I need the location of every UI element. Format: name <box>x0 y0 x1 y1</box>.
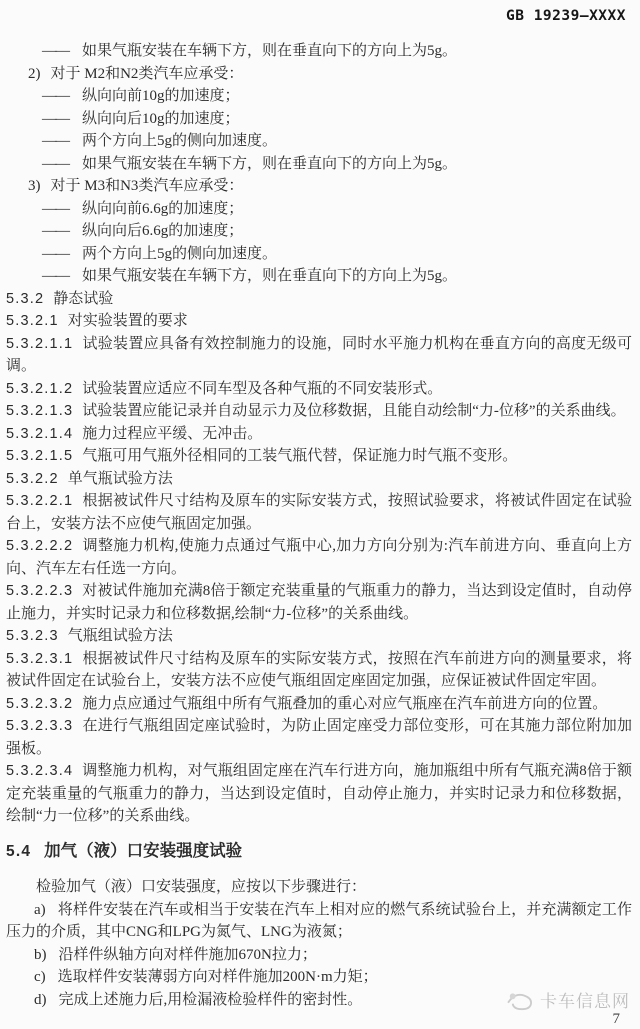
item-marker: 2) <box>28 65 41 82</box>
dash-marker: —— <box>42 155 68 172</box>
dash-item-text: 如果气瓶安装在车辆下方，则在垂直向下的方向上为5g。 <box>82 155 458 172</box>
lettered-item <box>6 966 632 989</box>
lettered-item-text: 沿样件纵轴方向对样件施加670N拉力； <box>58 946 317 963</box>
clause-text: 调整施力机构，对气瓶组固定座在汽车行进方向，施加瓶组中所有气瓶充满8倍于额定充装重量的气瓶重力的静力，当达到设定值时，自动停止施力，并实时记录力和位移数据，绘制“力一位移”的关系曲线。 <box>6 763 632 824</box>
clause-heading-text: 静态试验 <box>53 290 114 307</box>
clause-paragraph <box>6 715 632 760</box>
clause-text: 调整施力机构,使施力点通过气瓶中心,加力方向分别为:汽车前进方向、垂直向上方向、汽车左右任选一方向。 <box>6 538 632 577</box>
dash-item <box>6 220 632 243</box>
clause-paragraph <box>6 693 632 716</box>
clause-heading <box>6 468 632 491</box>
section-heading <box>6 840 632 864</box>
lettered-item-text: 完成上述施力后,用检漏液检验样件的密封性。 <box>58 991 363 1008</box>
dash-marker: —— <box>42 110 68 127</box>
dash-item <box>6 153 632 176</box>
clause-number: 5.3.2.1.3 <box>6 403 74 419</box>
clause-heading <box>6 625 632 648</box>
clause-text: 根据被试件尺寸结构及原车的实际安装方式，按照试验要求，将被试件固定在试验台上，安装方法不应使气瓶固定加强。 <box>6 493 632 532</box>
clause-paragraph <box>6 490 632 535</box>
dash-marker: —— <box>42 200 68 217</box>
dash-marker: —— <box>42 223 68 239</box>
numbered-item <box>6 175 632 198</box>
dash-item-text: 两个方向上5g的侧向加速度。 <box>82 133 278 149</box>
clause-number: 5.3.2.3.1 <box>6 650 74 667</box>
dash-marker: —— <box>42 133 68 149</box>
clause-paragraph <box>6 378 632 401</box>
site-logo-icon <box>505 989 535 1011</box>
clause-text: 试验装置应具备有效控制施力的设施，同时水平施力机构在垂直方向的高度无级可调。 <box>6 335 632 374</box>
clause-paragraph <box>6 648 632 693</box>
dash-marker: —— <box>42 245 68 262</box>
clause-text: 试验装置应能记录并自动显示力及位移数据，且能自动绘制“力-位移”的关系曲线。 <box>82 403 626 419</box>
clause-number: 5.3.2.1.4 <box>6 425 74 442</box>
dash-marker: —— <box>42 88 68 104</box>
clause-number: 5.3.2.3 <box>6 628 59 644</box>
clause-paragraph <box>6 535 632 580</box>
paragraph <box>6 876 632 899</box>
clause-number: 5.3.2 <box>6 290 45 307</box>
doc-number: GB 19239—XXXX <box>506 8 626 24</box>
clause-number: 5.3.2.3.4 <box>6 763 74 779</box>
dash-item-text: 纵向向后10g的加速度； <box>82 110 240 127</box>
section-number: 5.4 <box>6 842 32 860</box>
clause-number: 5.3.2.2 <box>6 470 59 487</box>
page-number: 7 <box>612 1011 620 1027</box>
item-marker: 3) <box>28 178 41 194</box>
clause-paragraph <box>6 445 632 468</box>
dash-marker: —— <box>42 43 68 59</box>
dash-item <box>6 243 632 266</box>
clause-heading-text: 对实验装置的要求 <box>67 313 188 329</box>
lettered-item <box>6 944 632 967</box>
dash-item-text: 纵向向前6.6g的加速度； <box>82 200 244 217</box>
section-heading-text: 加气（液）口安装强度试验 <box>44 840 243 860</box>
clause-text: 气瓶可用气瓶外径相同的工装气瓶代替，保证施力时气瓶不变形。 <box>82 448 518 464</box>
paragraph-text: 检验加气（液）口安装强度，应按以下步骤进行： <box>36 879 367 895</box>
lettered-item <box>6 899 632 944</box>
numbered-item-text: 对于 M3和N3类汽车应承受： <box>50 178 244 194</box>
clause-heading-text: 气瓶组试验方法 <box>67 628 173 644</box>
dash-item <box>6 40 632 63</box>
dash-item <box>6 265 632 288</box>
letter-marker: d) <box>34 991 47 1008</box>
letter-marker: a) <box>34 901 46 918</box>
letter-marker: b) <box>34 946 47 963</box>
dash-item <box>6 130 632 153</box>
clause-text: 对被试件施加充满8倍于额定充装重量的气瓶重力的静力，当达到设定值时，自动停止施力，并实时记录力和位移数据,绘制“力-位移”的关系曲线。 <box>6 583 632 622</box>
lettered-item-text: 将样件安装在汽车或相当于安装在汽车上相对应的燃气系统试验台上，并充满额定工作压力的介质，其中CNG和LPG为氮气、LNG为液氮； <box>6 901 632 940</box>
dash-item-text: 纵向向后6.6g的加速度； <box>82 223 244 239</box>
dash-item-text: 如果气瓶安装在车辆下方，则在垂直向下的方向上为5g。 <box>82 43 458 59</box>
clause-heading-text: 单气瓶试验方法 <box>67 470 173 487</box>
clause-number: 5.3.2.1 <box>6 313 59 329</box>
clause-number: 5.3.2.1.2 <box>6 380 74 397</box>
clause-number: 5.3.2.3.2 <box>6 695 74 712</box>
clause-paragraph <box>6 400 632 423</box>
clause-text: 施力点应通过气瓶组中所有气瓶叠加的重心对应气瓶座在汽车前进方向的位置。 <box>82 695 608 712</box>
lettered-item-text: 选取样件安装薄弱方向对样件施加200N·m力矩； <box>57 969 378 985</box>
clause-paragraph <box>6 423 632 446</box>
clause-number: 5.3.2.1.5 <box>6 448 74 464</box>
watermark-text: 卡车信息网 <box>540 992 630 1011</box>
clause-heading <box>6 288 632 311</box>
clause-text: 根据被试件尺寸结构及原车的实际安装方式，按照在汽车前进方向的测量要求，将被试件固定在试验台上，安装方法不应使气瓶组固定座固定加强，应保证被试件固定牢固。 <box>6 650 632 689</box>
numbered-item-text: 对于 M2和N2类汽车应承受： <box>50 65 244 82</box>
numbered-item <box>6 63 632 86</box>
clause-paragraph <box>6 580 632 625</box>
dash-item-text: 如果气瓶安装在车辆下方，则在垂直向下的方向上为5g。 <box>82 268 458 284</box>
clause-paragraph <box>6 760 632 828</box>
clause-text: 试验装置应适应不同车型及各种气瓶的不同安装形式。 <box>82 380 443 397</box>
dash-item-text: 两个方向上5g的侧向加速度。 <box>82 245 278 262</box>
clause-number: 5.3.2.2.2 <box>6 538 74 554</box>
watermark <box>505 987 630 1012</box>
clause-number: 5.3.2.2.3 <box>6 583 74 599</box>
clause-number: 5.3.2.3.3 <box>6 718 74 734</box>
dash-item <box>6 108 632 131</box>
dash-item <box>6 198 632 221</box>
dash-item-text: 纵向向前10g的加速度； <box>82 88 240 104</box>
clause-number: 5.3.2.2.1 <box>6 493 74 509</box>
letter-marker: c) <box>34 969 46 985</box>
clause-text: 施力过程应平缓、无冲击。 <box>82 425 263 442</box>
clause-text: 在进行气瓶组固定座试验时，为防止固定座受力部位变形，可在其施力部位附加加强板。 <box>6 718 632 757</box>
document-body <box>6 40 632 1011</box>
dash-marker: —— <box>42 268 68 284</box>
clause-number: 5.3.2.1.1 <box>6 335 74 352</box>
clause-paragraph <box>6 333 632 378</box>
clause-heading <box>6 310 632 333</box>
dash-item <box>6 85 632 108</box>
